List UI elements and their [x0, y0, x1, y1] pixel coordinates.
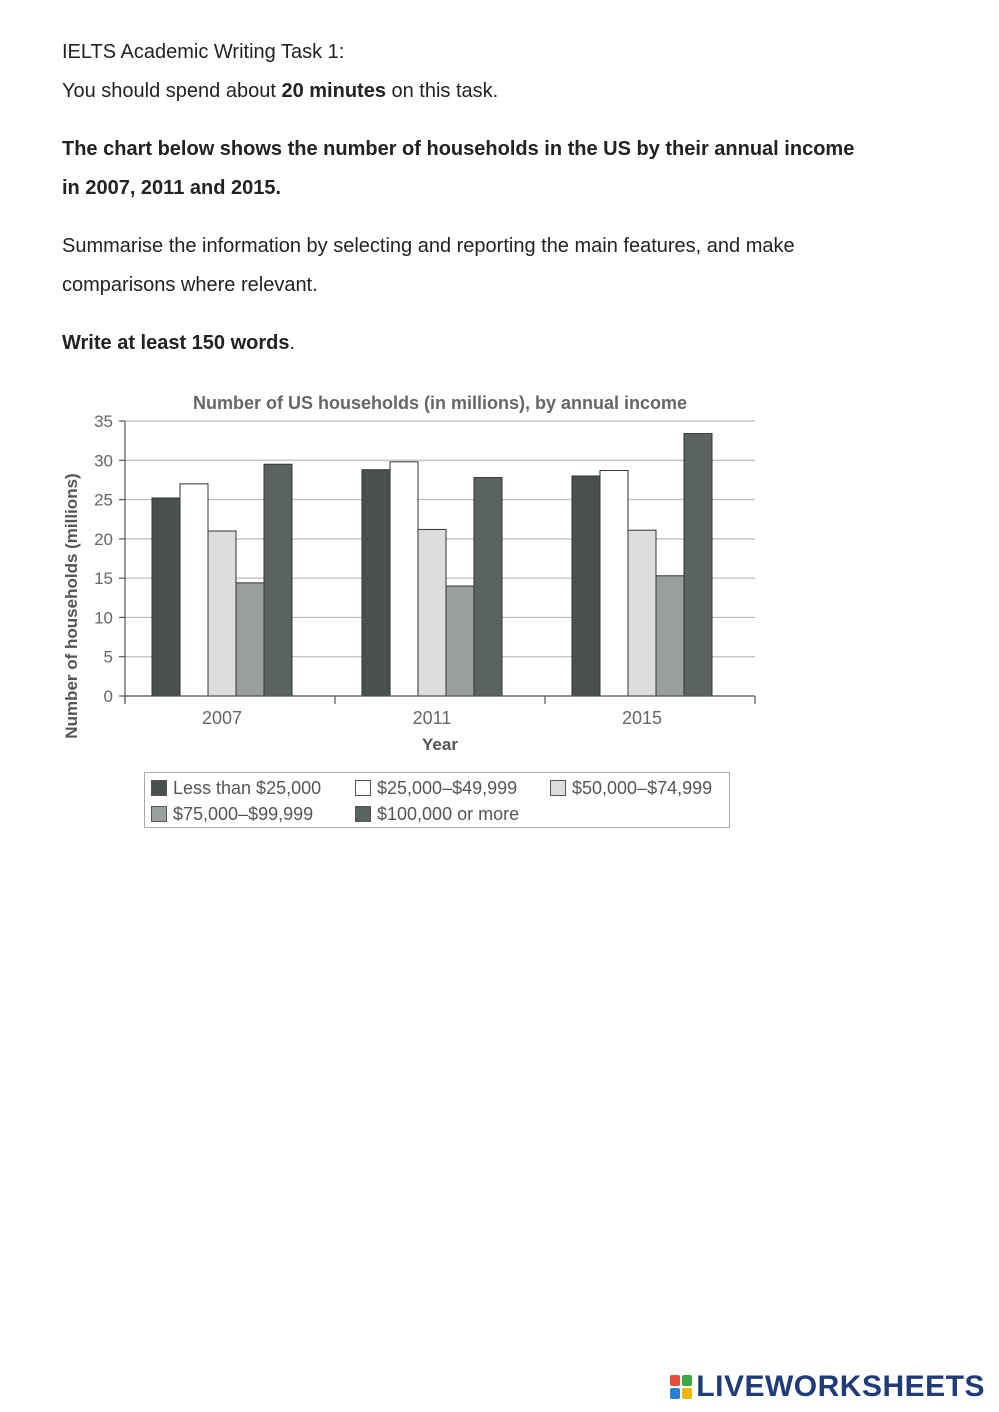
bar	[180, 484, 208, 696]
legend-label: $25,000–$49,999	[377, 777, 518, 798]
legend-item	[151, 777, 321, 799]
bar	[628, 530, 656, 696]
legend-label: $75,000–$99,999	[173, 803, 314, 824]
y-tick-label: 10	[94, 608, 113, 628]
bar	[656, 576, 684, 696]
y-tick-label: 20	[94, 529, 113, 549]
bar	[390, 462, 418, 696]
time-suffix: on this task.	[385, 80, 499, 102]
legend-label: $100,000 or more	[377, 803, 520, 824]
bar	[236, 583, 264, 696]
x-tick-label: 2007	[201, 708, 243, 728]
bar	[600, 471, 628, 697]
bar	[572, 476, 600, 696]
chart-title: Number of US households (in millions), by annual income	[192, 393, 688, 413]
household-income-chart	[58, 386, 758, 836]
legend-item	[355, 777, 517, 799]
word-count-suffix: .	[289, 332, 296, 354]
bar	[684, 434, 712, 696]
legend-item	[550, 777, 712, 799]
legend-item	[355, 803, 519, 825]
bar	[152, 498, 180, 696]
legend-swatch	[151, 780, 167, 796]
prompt-line-1: The chart below shows the number of households in the US by their annual income	[62, 138, 855, 160]
bar	[264, 464, 292, 696]
time-instruction	[62, 72, 942, 111]
legend-swatch	[355, 806, 371, 822]
y-tick-label: 35	[94, 412, 113, 431]
word-count-instruction	[62, 324, 942, 363]
legend-swatch	[550, 780, 566, 796]
time-bold: 20 minutes	[281, 80, 386, 102]
instruction-line-2: comparisons where relevant.	[62, 274, 318, 296]
legend-label: Less than $25,000	[173, 777, 322, 798]
y-tick-label: 25	[94, 490, 113, 510]
x-axis-label: Year	[422, 735, 458, 754]
legend-swatch	[151, 806, 167, 822]
task-heading: IELTS Academic Writing Task 1:	[62, 41, 345, 63]
y-tick-label: 15	[94, 569, 113, 589]
prompt-line-2: in 2007, 2011 and 2015.	[62, 177, 282, 199]
x-tick-label: 2011	[412, 708, 452, 728]
logo-icon	[670, 1375, 692, 1399]
y-tick-label: 30	[94, 451, 113, 471]
y-tick-label: 0	[103, 687, 113, 706]
bar	[208, 531, 236, 696]
legend-label: $50,000–$74,999	[572, 777, 713, 798]
bar	[474, 478, 502, 696]
word-count-bold: Write at least 150 words	[62, 332, 290, 354]
chart-legend	[144, 772, 730, 828]
y-tick-label: 5	[103, 647, 113, 667]
bar	[446, 586, 474, 696]
y-axis-label: Number of households (millions)	[62, 473, 81, 739]
x-tick-label: 2015	[621, 708, 663, 728]
chart-canvas	[58, 386, 758, 766]
bar	[418, 529, 446, 696]
legend-item	[151, 803, 313, 825]
legend-swatch	[355, 780, 371, 796]
instruction-line-1: Summarise the information by selecting and reporting the main features, and make	[62, 235, 795, 257]
liveworksheets-logo	[670, 1370, 985, 1404]
time-prefix: You should spend about	[62, 80, 282, 102]
logo-text: LIVEWORKSHEETS	[696, 1370, 985, 1403]
bar	[362, 470, 390, 696]
